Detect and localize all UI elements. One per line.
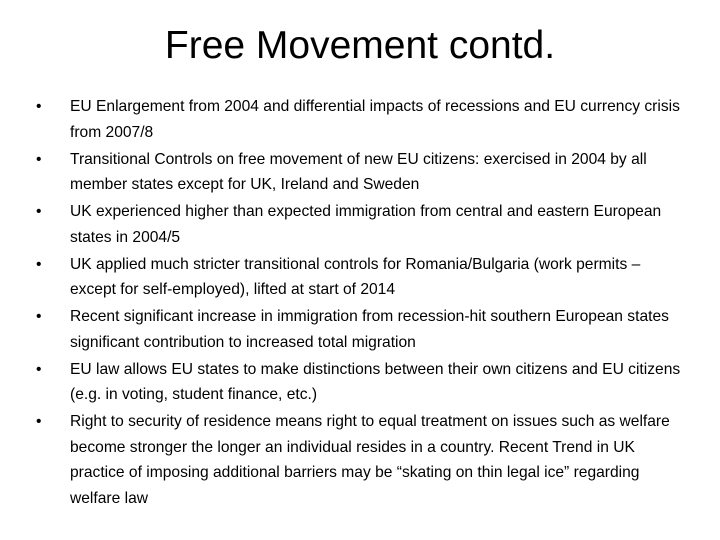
bullet-text: UK applied much stricter transitional controls for Romania/Bulgaria (work permits – except for self-employed), lifted at start of 2014 bbox=[70, 255, 641, 298]
bullet-list bbox=[36, 94, 686, 513]
bullet-icon: • bbox=[36, 413, 42, 430]
bullet-icon: • bbox=[36, 255, 42, 273]
bullet-icon: • bbox=[36, 308, 42, 325]
bullet-text: EU Enlargement from 2004 and differential impacts of recessions and EU currency crisis from 2007/8 bbox=[70, 98, 680, 141]
bullet-text: Right to security of residence means right to equal treatment on issues such as welfare become stronger the longer an individual resides in a country. Recent Trend in UK practice of imposing additional barriers may be “skating on thin legal ice” regarding welfare law bbox=[70, 413, 670, 507]
bullet-icon: • bbox=[36, 203, 42, 220]
bullet-icon: • bbox=[36, 150, 42, 168]
bullet-text: EU law allows EU states to make distinctions between their own citizens and EU citizens (e.g. in voting, student finance, etc.) bbox=[70, 360, 681, 403]
bullet-item bbox=[36, 199, 686, 250]
bullet-item bbox=[36, 252, 686, 303]
bullet-item bbox=[36, 304, 686, 355]
slide-title: Free Movement contd. bbox=[164, 24, 556, 67]
bullet-item bbox=[36, 147, 686, 198]
bullet-text: Recent significant increase in immigration from recession-hit southern European states significant contribution to increased total migration bbox=[70, 308, 669, 351]
bullet-item bbox=[36, 94, 686, 145]
bullet-icon: • bbox=[36, 360, 42, 378]
bullet-text: Transitional Controls on free movement of new EU citizens: exercised in 2004 by all member states except for UK, Ireland and Sweden bbox=[70, 150, 647, 193]
bullet-item bbox=[36, 409, 686, 511]
bullet-icon: • bbox=[36, 98, 42, 115]
bullet-item bbox=[36, 357, 686, 408]
bullet-text: UK experienced higher than expected immigration from central and eastern European states in 2004/5 bbox=[70, 203, 662, 246]
